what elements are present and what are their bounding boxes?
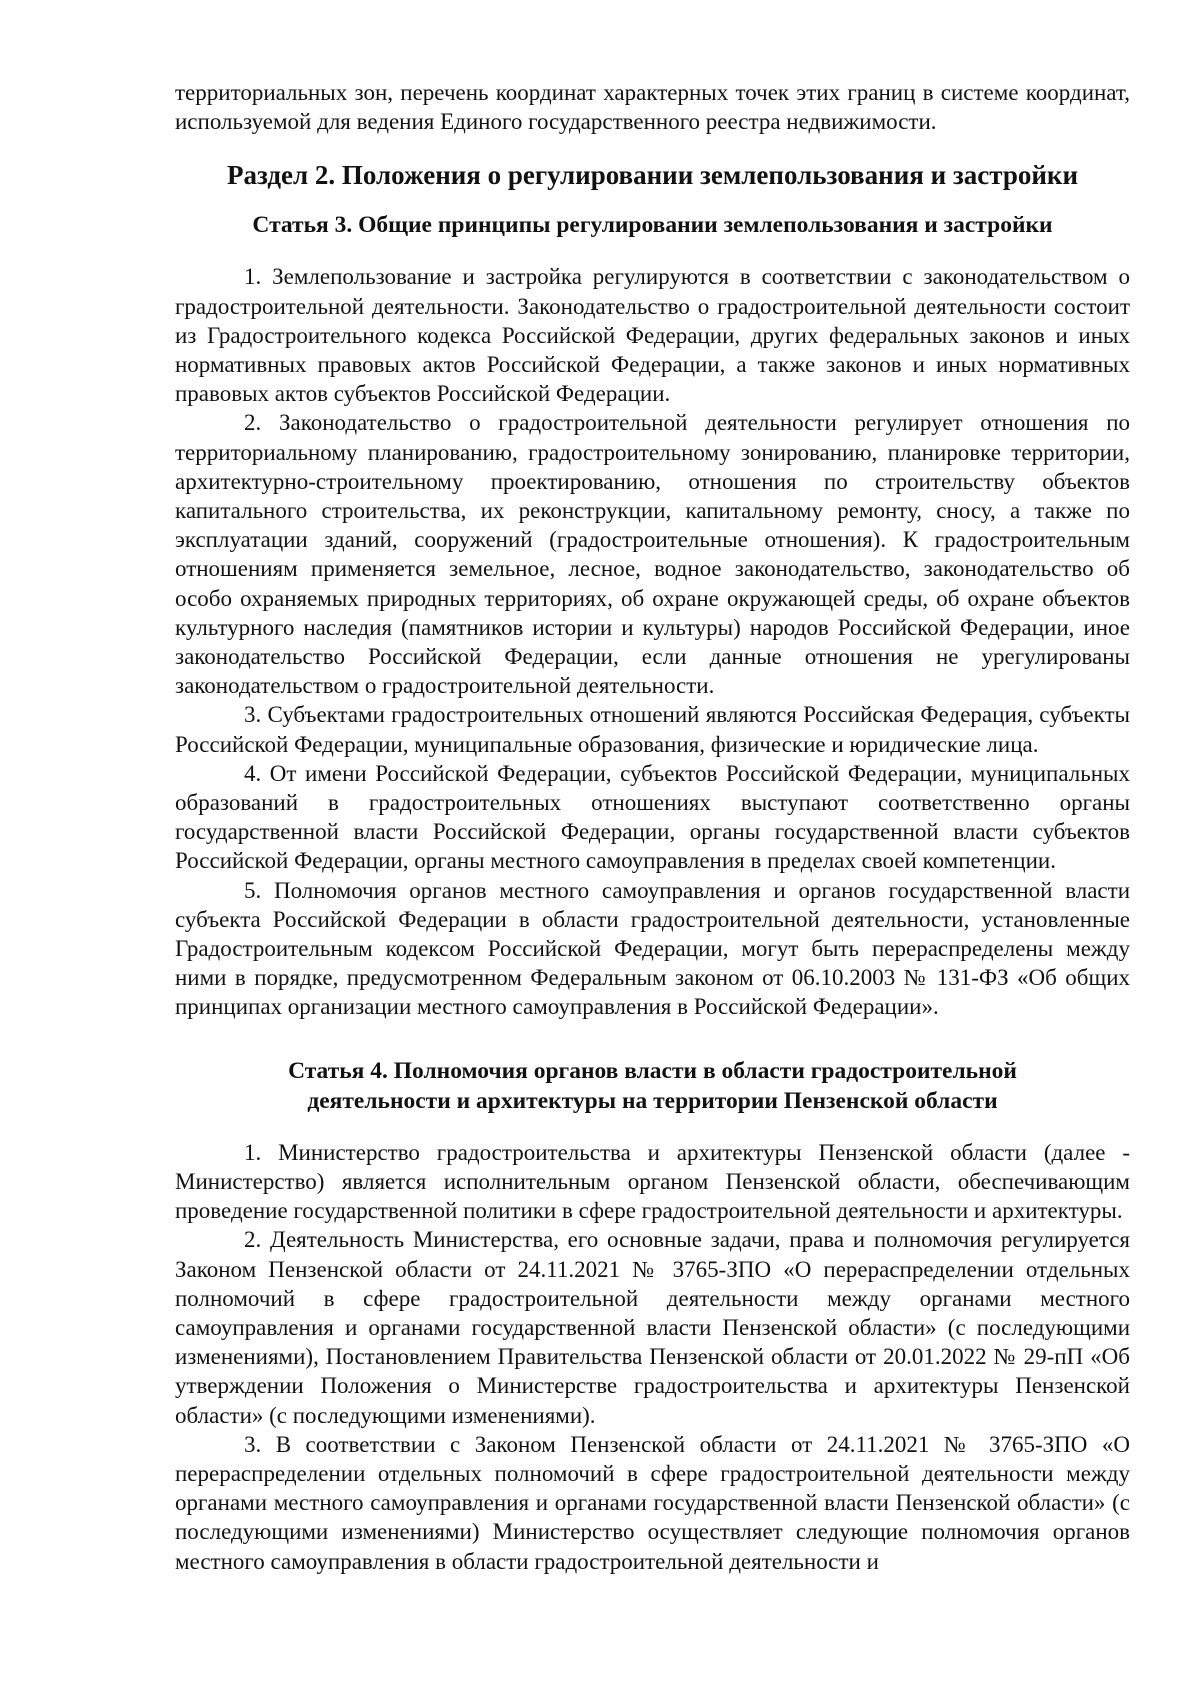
article-3-paragraph-2: 2. Законодательство о градостроительной деятельности регулирует отношения по территориальному планированию, градостроительному зонированию, планировке территории, архитектурно-строительному проектированию, отношения по строительству объектов капитального строительства, их реконструкции, капитальному ремонту, сносу, а также по эксплуатации зданий, сооружений (градостроительные отношения). К градостроительным отношениям применяется земельное, лесное, водное законодательство, законодательство об особо охраняемых природных территориях, об охране окружающей среды, об охране объектов культурного наследия (памятников истории и культуры) народов Российской Федерации, иное законодательство Российской Федерации, если данные отношения не урегулированы законодательством о градостроительной деятельности. [175, 410, 1130, 699]
article-4-paragraph-3: 3. В соответствии с Законом Пензенской области от 24.11.2021 № 3765-ЗПО «О перераспределении отдельных полномочий в сфере градостроительной деятельности между органами местного самоуправления и органами государственной власти Пензенской области» (с последующими изменениями) Министерство осуществляет следующие полномочия органов местного самоуправления в области градостроительной деятельности и [175, 1431, 1130, 1574]
document-page [175, 78, 1130, 1576]
article-4-paragraph-2: 2. Деятельность Министерства, его основные задачи, права и полномочия регулируется Законом Пензенской области от 24.11.2021 № 3765-ЗПО «О перераспределении отдельных полномочий в сфере градостроительной деятельности между органами местного самоуправления и органами государственной власти Пензенской области» (с последующими изменениями), Постановлением Правительства Пензенской области от 20.01.2022 № 29-пП «Об утверждении Положения о Министерстве градостроительства и архитектуры Пензенской области» (с последующими изменениями). [175, 1227, 1130, 1428]
section-title: Раздел 2. Положения о регулировании землепользования и застройки [226, 160, 1079, 191]
article-4-paragraph-1: 1. Министерство градостроительства и архитектуры Пензенской области (далее - Министерство) является исполнительным органом Пензенской области, обеспечивающим проведение государственной политики в сфере градостроительной деятельности и архитектуры. [175, 1139, 1130, 1224]
article-3-paragraph-3: 3. Субъектами градостроительных отношений являются Российская Федерация, субъекты Российской Федерации, муниципальные образования, физические и юридические лица. [175, 702, 1130, 757]
article-4-title [175, 1056, 1130, 1116]
article-3-paragraph-1: 1. Землепользование и застройка регулируются в соответствии с законодательством о градостроительной деятельности. Законодательство о градостроительной деятельности состоит из Градостроительного кодекса Российской Федерации, других федеральных законов и иных нормативных правовых актов Российской Федерации, а также законов и иных нормативных правовых актов субъектов Российской Федерации. [175, 264, 1130, 407]
intro-paragraph: территориальных зон, перечень координат характерных точек этих границ в системе координат, используемой для ведения Единого государственного реестра недвижимости. [175, 80, 1130, 135]
article-3-title: Статья 3. Общие принципы регулировании землепользования и застройки [252, 212, 1053, 239]
article-3-paragraph-4: 4. От имени Российской Федерации, субъектов Российской Федерации, муниципальных образований в градостроительных отношениях выступают соответственно органы государственной власти Российской Федерации, органы государственной власти субъектов Российской Федерации, органы местного самоуправления в пределах своей компетенции. [175, 760, 1130, 874]
article-4-title-line-2: деятельности и архитектуры на территории Пензенской области [307, 1087, 998, 1114]
article-3-paragraph-5: 5. Полномочия органов местного самоуправления и органов государственной власти субъекта Российской Федерации в области градостроительной деятельности, установленные Градостроительным кодексом Российской Федерации, могут быть перераспределены между ними в порядке, предусмотренном Федеральным законом от 06.10.2003 № 131-ФЗ «Об общих принципах организации местного самоуправления в Российской Федерации». [175, 877, 1130, 1020]
article-4-title-line-1: Статья 4. Полномочия органов власти в области градостроительной [288, 1057, 1017, 1084]
